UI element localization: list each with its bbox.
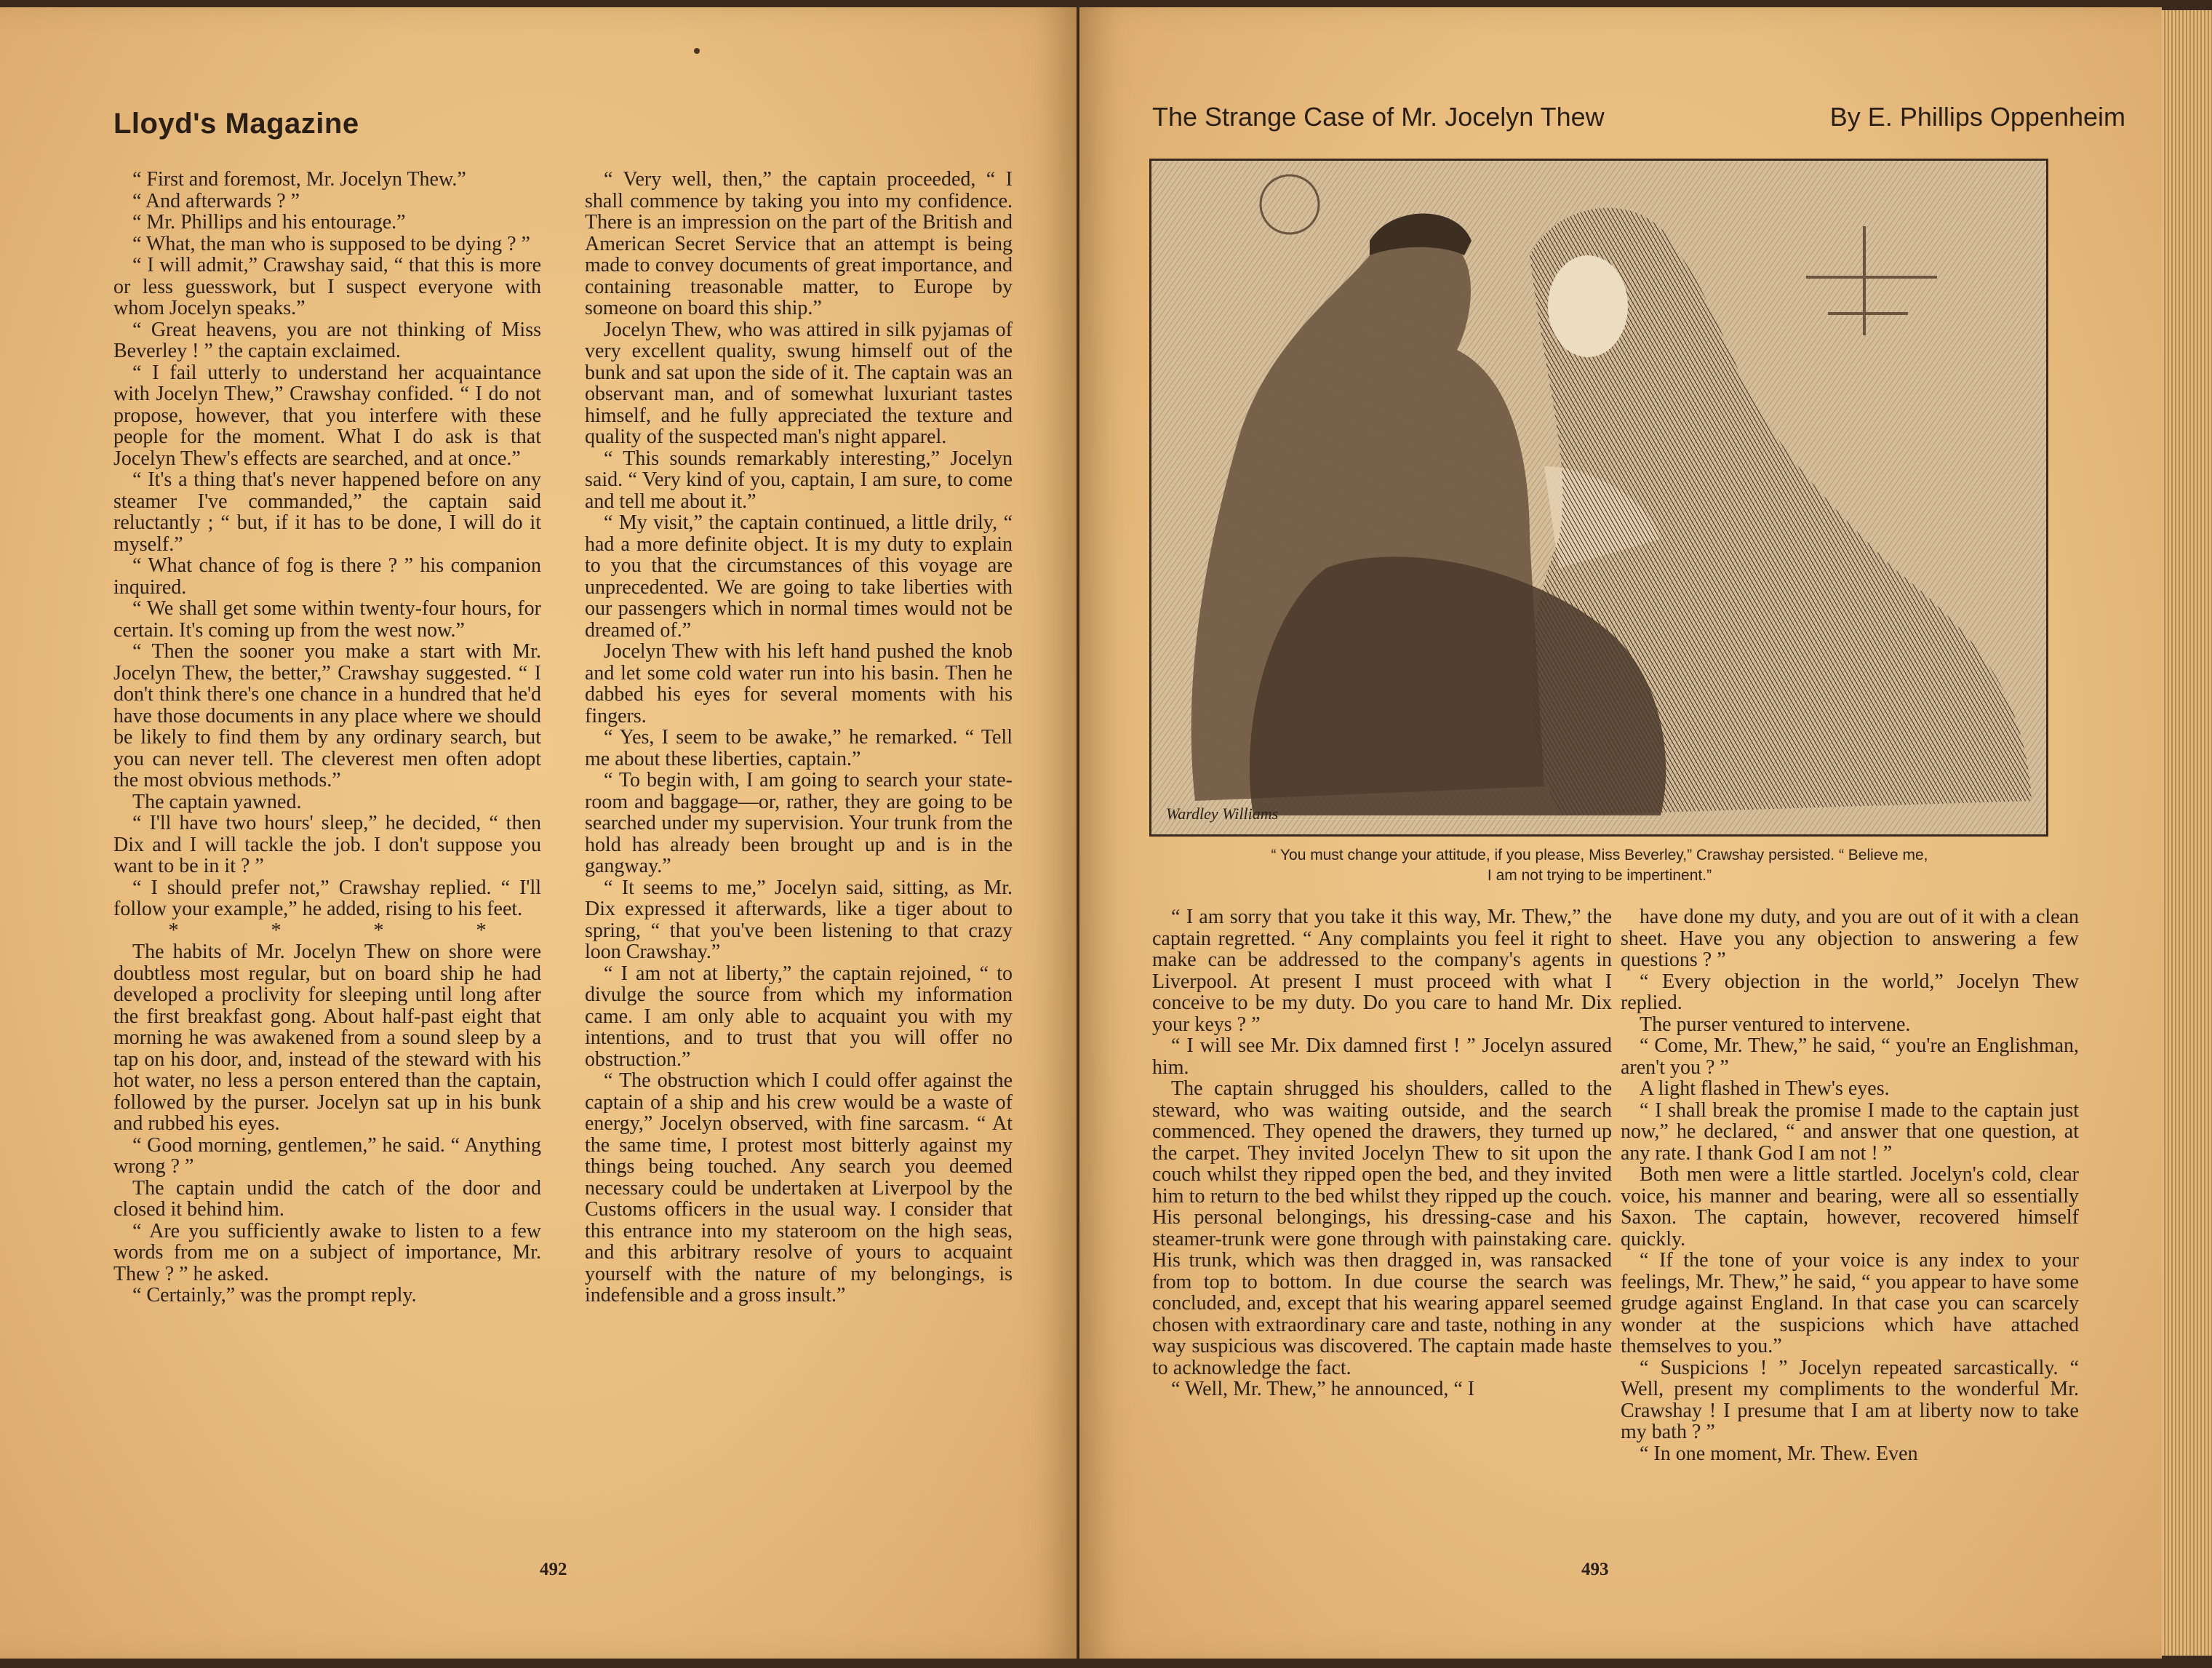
paragraph: “ I will see Mr. Dix damned first ! ” Jocelyn assured him. bbox=[1152, 1034, 1612, 1079]
paragraph: “ What, the man who is supposed to be dying ? ” bbox=[132, 232, 530, 255]
page-dot bbox=[694, 48, 700, 54]
left-column-1-paragraphs-after bbox=[113, 941, 541, 1306]
right-page-column-1 bbox=[1152, 906, 1612, 1400]
paragraph: “ Well, Mr. Thew,” he announced, “ I bbox=[1171, 1378, 1475, 1400]
section-separator: * * * * bbox=[168, 919, 530, 942]
paragraph: “ Mr. Phillips and his entourage.” bbox=[132, 211, 406, 234]
paragraph: Both men were a little startled. Jocelyn's cold, clear voice, his manner and bearing, were all so essentially Saxon. The captain, however, recovered himself quickly. bbox=[1621, 1163, 2079, 1250]
left-column-1-paragraphs bbox=[113, 169, 541, 920]
right-column-1-paragraphs bbox=[1152, 906, 1612, 1400]
paragraph: “ Certainly,” was the prompt reply. bbox=[132, 1284, 417, 1306]
paragraph: “ Every objection in the world,” Jocelyn Thew replied. bbox=[1621, 970, 2079, 1014]
paragraph: The captain undid the catch of the door and closed it behind him. bbox=[113, 1176, 541, 1221]
paragraph: “ I fail utterly to understand her acquaintance with Jocelyn Thew,” Crawshay confided. “ I do not propose, however, that you interfere with these people for the moment. What I do ask is that Jocelyn Thew's effects are searched, and at once.” bbox=[113, 361, 541, 470]
illustration-caption bbox=[1159, 845, 2040, 886]
page-number-left: 492 bbox=[540, 1560, 567, 1579]
paragraph: “ Good morning, gentlemen,” he said. “ Anything wrong ? ” bbox=[113, 1133, 541, 1178]
paragraph: “ Very well, then,” the captain proceeded, “ I shall commence by taking you into my confidence. There is an impression on the part of the British and American Secret Service that an attempt is being made to convey documents of great importance, and containing treasonable matter, to Europe by someone on board this ship.” bbox=[585, 168, 1013, 319]
story-illustration bbox=[1149, 159, 2048, 837]
paragraph: “ Then the sooner you make a start with Mr. Jocelyn Thew, the better,” Crawshay suggested. “ I don't think there's one chance in a hundred that he'd have those documents in any place where we should be likely to find them by any ordinary search, but you can never tell. The cleverest men often adopt the most obvious methods.” bbox=[113, 640, 541, 791]
paragraph: “ What chance of fog is there ? ” his companion inquired. bbox=[113, 554, 541, 599]
left-page-column-2 bbox=[585, 169, 1013, 1306]
running-head-left: Lloyd's Magazine bbox=[113, 108, 359, 140]
paragraph: “ My visit,” the captain continued, a little drily, “ had a more definite object. It is my duty to explain to you that the circumstances of this voyage are unprecedented. We are going to take liberties with our passengers which in normal times would not be dreamed of.” bbox=[585, 511, 1013, 642]
paragraph: “ In one moment, Mr. Thew. Even bbox=[1640, 1442, 1918, 1465]
right-page-column-2 bbox=[1621, 906, 2079, 1464]
paragraph: The captain shrugged his shoulders, called to the steward, who was waiting outside, and the search commenced. They opened the drawers, they turned up the carpet. They invited Jocelyn Thew to sit upon the couch whilst they ripped open the bed, and they invited him to return to the bed whilst they ripped up the couch. His personal belongings, his dressing-case and his steamer-trunk were gone through with painstaking care. His trunk, which was then dragged in, was ransacked from top to bottom. In due course the search was concluded, and, except that his wearing apparel seemed chosen with extraordinary care and taste, nothing in any way suspicious was discovered. The captain made haste to acknowledge the fact. bbox=[1152, 1077, 1612, 1379]
paragraph: Jocelyn Thew, who was attired in silk pyjamas of very excellent quality, swung himself out of the bunk and sat upon the side of it. The captain was an observant man, and of somewhat luxuriant tastes himself, and he fully appreciated the texture and quality of the suspected man's night apparel. bbox=[585, 318, 1013, 448]
page-number-right: 493 bbox=[1581, 1560, 1609, 1579]
right-column-2-paragraphs bbox=[1621, 906, 2079, 1464]
paragraph: “ We shall get some within twenty-four hours, for certain. It's coming up from the west now.” bbox=[113, 597, 541, 642]
right-page bbox=[1079, 7, 2162, 1659]
paragraph: The habits of Mr. Jocelyn Thew on shore were doubtless most regular, but on board ship he had developed a proclivity for sleeping until long after the first breakfast gong. About half-past eight that morning he was awakened from a sound sleep by a tap on his door, and, instead of the steward with his hot water, no less a person entered than the captain, followed by the purser. Jocelyn sat up in his bunk and rubbed his eyes. bbox=[113, 941, 541, 1135]
paragraph: “ I shall break the promise I made to the captain just now,” he declared, “ and answer that one question, at any rate. I thank God I am not ! ” bbox=[1621, 1098, 2079, 1165]
paragraph: “ And afterwards ? ” bbox=[132, 189, 300, 212]
paragraph: “ Suspicions ! ” Jocelyn repeated sarcastically. “ Well, present my compliments to the wonderful Mr. Crawshay ! I presume that I am at liberty now to take my bath ? ” bbox=[1621, 1356, 2079, 1443]
paragraph: “ To begin with, I am going to search your state-room and baggage—or, rather, they are going to be searched under my supervision. Your trunk from the hold has already been brought up and is in the gangway.” bbox=[585, 769, 1013, 877]
paragraph: “ The obstruction which I could offer against the captain of a ship and his crew would be a waste of energy,” Jocelyn observed, with fine sarcasm. “ At the same time, I protest most bitterly against my things being touched. Any search you deemed necessary could be undertaken at Liverpool by the Customs officers in the usual way. I consider that this entrance into my stateroom on the high seas, and this arbitrary resolve of yours to acquaint yourself with the nature of my belongings, is indefensible and a gross insult.” bbox=[585, 1069, 1013, 1306]
paragraph: “ I am not at liberty,” the captain rejoined, “ to divulge the source from which my information came. I am only able to acquaint you with my intentions, and to trust that you will offer no obstruction.” bbox=[585, 962, 1013, 1071]
left-column-2-paragraphs bbox=[585, 169, 1013, 1306]
caption-line-2: I am not trying to be impertinent.” bbox=[1487, 867, 1712, 884]
paragraph: A light flashed in Thew's eyes. bbox=[1640, 1077, 1890, 1100]
running-head-title: The Strange Case of Mr. Jocelyn Thew bbox=[1152, 102, 1605, 132]
left-page bbox=[0, 7, 1077, 1659]
illustration-drawing bbox=[1151, 161, 2046, 834]
paragraph: have done my duty, and you are out of it with a clean sheet. Have you any objection to answering a few questions ? ” bbox=[1621, 906, 2079, 971]
paragraph: “ Come, Mr. Thew,” he said, “ you're an Englishman, aren't you ? ” bbox=[1621, 1034, 2079, 1079]
paragraph: “ Yes, I seem to be awake,” he remarked. “ Tell me about these liberties, captain.” bbox=[585, 726, 1013, 770]
page-block-edges bbox=[2162, 10, 2212, 1656]
paragraph: “ This sounds remarkably interesting,” Jocelyn said. “ Very kind of you, captain, I am sure, to come and tell me about it.” bbox=[585, 447, 1013, 513]
paragraph: The purser ventured to intervene. bbox=[1640, 1013, 1911, 1036]
paragraph: “ It seems to me,” Jocelyn said, sitting, as Mr. Dix expressed it afterwards, like a tiger about to spring, “ that you've been listening to that crazy loon Crawshay.” bbox=[585, 876, 1013, 963]
paragraph: “ I am sorry that you take it this way, Mr. Thew,” the captain regretted. “ Any complaints you feel it right to make can be addressed to the company's agents in Liverpool. At present I must proceed with what I conceive to be my duty. Do you care to hand Mr. Dix your keys ? ” bbox=[1152, 906, 1612, 1036]
paragraph: “ Great heavens, you are not thinking of Miss Beverley ! ” the captain exclaimed. bbox=[113, 318, 541, 362]
paragraph: “ I should prefer not,” Crawshay replied. “ I'll follow your example,” he added, rising to his feet. bbox=[113, 876, 541, 920]
paragraph: “ I will admit,” Crawshay said, “ that this is more or less guesswork, but I suspect everyone with whom Jocelyn speaks.” bbox=[113, 254, 541, 319]
paragraph: “ It's a thing that's never happened before on any steamer I've commanded,” the captain said reluctantly ; “ but, if it has to be done, I will do it myself.” bbox=[113, 468, 541, 556]
paragraph: The captain yawned. bbox=[132, 790, 302, 813]
running-head-author: By E. Phillips Oppenheim bbox=[1829, 102, 2125, 132]
paragraph: “ First and foremost, Mr. Jocelyn Thew.” bbox=[132, 168, 466, 191]
caption-line-1: “ You must change your attitude, if you please, Miss Beverley,” Crawshay persisted. “ Believe me, bbox=[1271, 847, 1928, 863]
woman-face bbox=[1548, 255, 1628, 357]
left-page-column-1 bbox=[113, 169, 541, 1306]
paragraph: Jocelyn Thew with his left hand pushed the knob and let some cold water run into his basin. Then he dabbed his eyes for several moments with his fingers. bbox=[585, 640, 1013, 727]
artist-signature: Wardley Williams bbox=[1166, 805, 1279, 823]
paragraph: “ Are you sufficiently awake to listen to a few words from me on a subject of importance, Mr. Thew ? ” he asked. bbox=[113, 1219, 541, 1285]
paragraph: “ If the tone of your voice is any index to your feelings, Mr. Thew,” he said, “ you appear to have some grudge against England. In that case you can scarcely wonder at the suspicions which have attached themselves to you.” bbox=[1621, 1249, 2079, 1357]
paragraph: “ I'll have two hours' sleep,” he decided, “ then Dix and I will tackle the job. I don't suppose you want to be in it ? ” bbox=[113, 812, 541, 877]
